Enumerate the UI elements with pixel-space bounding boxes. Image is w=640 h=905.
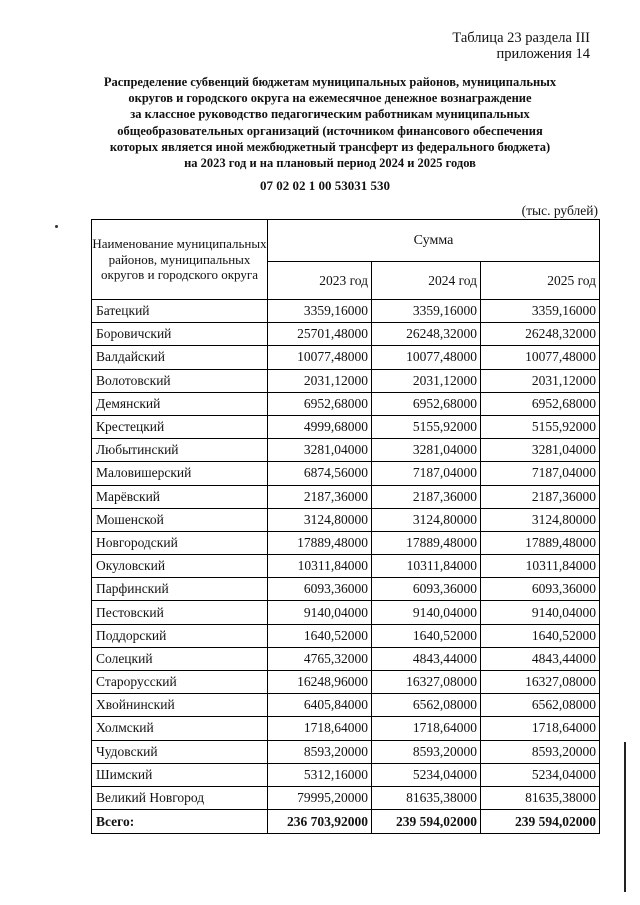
cell-amount-2024: 6093,36000	[372, 578, 481, 601]
table-row	[92, 415, 600, 438]
cell-amount-2023: 3281,04000	[268, 439, 372, 462]
cell-amount-2024: 10311,84000	[372, 555, 481, 578]
cell-district-name: Волотовский	[92, 369, 268, 392]
table-row	[92, 531, 600, 554]
cell-amount-2023: 1640,52000	[268, 624, 372, 647]
cell-amount-2023: 3124,80000	[268, 508, 372, 531]
cell-amount-2024: 10077,48000	[372, 346, 481, 369]
cell-amount-2023: 9140,04000	[268, 601, 372, 624]
table-row	[92, 369, 600, 392]
cell-amount-2024: 7187,04000	[372, 462, 481, 485]
cell-amount-2023: 6093,36000	[268, 578, 372, 601]
table-row	[92, 346, 600, 369]
header-sum: Сумма	[268, 220, 600, 262]
cell-amount-2023: 3359,16000	[268, 300, 372, 323]
cell-amount-2023: 1718,64000	[268, 717, 372, 740]
cell-district-name: Пестовский	[92, 601, 268, 624]
cell-amount-2025: 239 594,02000	[481, 810, 600, 834]
title-line: на 2023 год и на плановый период 2024 и 2025 годов	[184, 156, 476, 171]
table-row	[92, 508, 600, 531]
header-year-2023: 2023 год	[268, 262, 372, 300]
cell-district-name: Чудовский	[92, 740, 268, 763]
table-row	[92, 786, 600, 809]
subsidy-table	[91, 219, 600, 834]
cell-amount-2023: 17889,48000	[268, 531, 372, 554]
cell-district-name: Мошенской	[92, 508, 268, 531]
cell-amount-2023: 79995,20000	[268, 786, 372, 809]
cell-district-name: Холмский	[92, 717, 268, 740]
cell-amount-2024: 3359,16000	[372, 300, 481, 323]
cell-district-name: Шимский	[92, 763, 268, 786]
cell-amount-2025: 1640,52000	[481, 624, 600, 647]
cell-district-name: Новгородский	[92, 531, 268, 554]
cell-amount-2025: 6562,08000	[481, 694, 600, 717]
cell-district-name: Хвойнинский	[92, 694, 268, 717]
cell-amount-2025: 81635,38000	[481, 786, 600, 809]
cell-district-name: Парфинский	[92, 578, 268, 601]
cell-district-name: Маловишерский	[92, 462, 268, 485]
cell-district-name: Демянский	[92, 392, 268, 415]
cell-amount-2024: 9140,04000	[372, 601, 481, 624]
cell-amount-2023: 16248,96000	[268, 671, 372, 694]
cell-amount-2025: 10077,48000	[481, 346, 600, 369]
table-row	[92, 323, 600, 346]
cell-amount-2023: 8593,20000	[268, 740, 372, 763]
table-row	[92, 647, 600, 670]
header-name: Наименование муниципальных районов, муниципальных округов и городского округа	[92, 220, 268, 300]
cell-amount-2024: 3124,80000	[372, 508, 481, 531]
cell-district-name: Старорусский	[92, 671, 268, 694]
cell-amount-2025: 26248,32000	[481, 323, 600, 346]
cell-amount-2023: 25701,48000	[268, 323, 372, 346]
cell-amount-2025: 9140,04000	[481, 601, 600, 624]
cell-amount-2024: 16327,08000	[372, 671, 481, 694]
cell-amount-2024: 2187,36000	[372, 485, 481, 508]
cell-district-name: Окуловский	[92, 555, 268, 578]
cell-district-name: Поддорский	[92, 624, 268, 647]
appendix-line-1: Таблица 23 раздела III	[452, 30, 590, 46]
document-title	[80, 74, 580, 171]
cell-amount-2024: 6562,08000	[372, 694, 481, 717]
cell-amount-2024: 17889,48000	[372, 531, 481, 554]
table-row	[92, 717, 600, 740]
table-row	[92, 763, 600, 786]
cell-amount-2023: 2187,36000	[268, 485, 372, 508]
cell-district-name: Всего:	[92, 810, 268, 834]
cell-amount-2023: 2031,12000	[268, 369, 372, 392]
table-row	[92, 485, 600, 508]
cell-district-name: Великий Новгород	[92, 786, 268, 809]
cell-amount-2025: 17889,48000	[481, 531, 600, 554]
cell-amount-2024: 4843,44000	[372, 647, 481, 670]
cell-amount-2023: 10311,84000	[268, 555, 372, 578]
cell-amount-2024: 5234,04000	[372, 763, 481, 786]
cell-amount-2024: 1640,52000	[372, 624, 481, 647]
header-year-2025: 2025 год	[481, 262, 600, 300]
appendix-line-2: приложения 14	[496, 46, 590, 62]
title-line: которых является иной межбюджетный трансферт из федерального бюджета)	[109, 139, 551, 154]
cell-amount-2025: 1718,64000	[481, 717, 600, 740]
title-line: за классное руководство педагогическим работникам муниципальных	[130, 107, 530, 122]
cell-amount-2025: 4843,44000	[481, 647, 600, 670]
title-line: Распределение субвенций бюджетам муниципальных районов, муниципальных	[103, 75, 557, 89]
cell-amount-2025: 3124,80000	[481, 508, 600, 531]
table-row	[92, 439, 600, 462]
cell-amount-2025: 2031,12000	[481, 369, 600, 392]
cell-amount-2023: 5312,16000	[268, 763, 372, 786]
table-row	[92, 624, 600, 647]
cell-district-name: Батецкий	[92, 300, 268, 323]
cell-amount-2025: 5155,92000	[481, 415, 600, 438]
table-body	[92, 300, 600, 834]
cell-amount-2024: 239 594,02000	[372, 810, 481, 834]
budget-code: 07 02 02 1 00 53031 530	[260, 178, 390, 193]
header-year-2024: 2024 год	[372, 262, 481, 300]
cell-amount-2025: 7187,04000	[481, 462, 600, 485]
cell-amount-2024: 3281,04000	[372, 439, 481, 462]
cell-amount-2024: 5155,92000	[372, 415, 481, 438]
table-row	[92, 555, 600, 578]
header-row	[92, 220, 600, 262]
cell-amount-2024: 8593,20000	[372, 740, 481, 763]
scan-speck	[55, 225, 58, 228]
cell-amount-2023: 4765,32000	[268, 647, 372, 670]
cell-district-name: Любытинский	[92, 439, 268, 462]
cell-district-name: Солецкий	[92, 647, 268, 670]
title-line: округов и городского округа на ежемесячное денежное вознаграждение	[128, 91, 532, 106]
cell-amount-2023: 6874,56000	[268, 462, 372, 485]
cell-amount-2025: 16327,08000	[481, 671, 600, 694]
cell-amount-2024: 2031,12000	[372, 369, 481, 392]
table-row	[92, 578, 600, 601]
cell-amount-2024: 26248,32000	[372, 323, 481, 346]
cell-amount-2024: 1718,64000	[372, 717, 481, 740]
cell-amount-2025: 8593,20000	[481, 740, 600, 763]
units-label: (тыс. рублей)	[521, 203, 598, 218]
table-row	[92, 694, 600, 717]
cell-amount-2025: 10311,84000	[481, 555, 600, 578]
table-row	[92, 601, 600, 624]
cell-amount-2024: 6952,68000	[372, 392, 481, 415]
cell-amount-2025: 6952,68000	[481, 392, 600, 415]
table-row	[92, 671, 600, 694]
appendix-reference	[452, 30, 590, 62]
cell-amount-2023: 10077,48000	[268, 346, 372, 369]
cell-amount-2023: 6952,68000	[268, 392, 372, 415]
cell-amount-2025: 3281,04000	[481, 439, 600, 462]
cell-amount-2023: 6405,84000	[268, 694, 372, 717]
cell-amount-2025: 5234,04000	[481, 763, 600, 786]
title-line: общеобразовательных организаций (источником финансового обеспечения	[117, 123, 543, 138]
table-row	[92, 740, 600, 763]
cell-district-name: Валдайский	[92, 346, 268, 369]
cell-amount-2023: 236 703,92000	[268, 810, 372, 834]
table-row	[92, 462, 600, 485]
cell-district-name: Крестецкий	[92, 415, 268, 438]
cell-amount-2024: 81635,38000	[372, 786, 481, 809]
cell-amount-2025: 2187,36000	[481, 485, 600, 508]
table-row	[92, 300, 600, 323]
cell-amount-2023: 4999,68000	[268, 415, 372, 438]
total-row	[92, 810, 600, 834]
cell-amount-2025: 3359,16000	[481, 300, 600, 323]
cell-district-name: Боровичский	[92, 323, 268, 346]
cell-amount-2025: 6093,36000	[481, 578, 600, 601]
scan-edge-line	[624, 742, 626, 892]
table-row	[92, 392, 600, 415]
cell-district-name: Марёвский	[92, 485, 268, 508]
